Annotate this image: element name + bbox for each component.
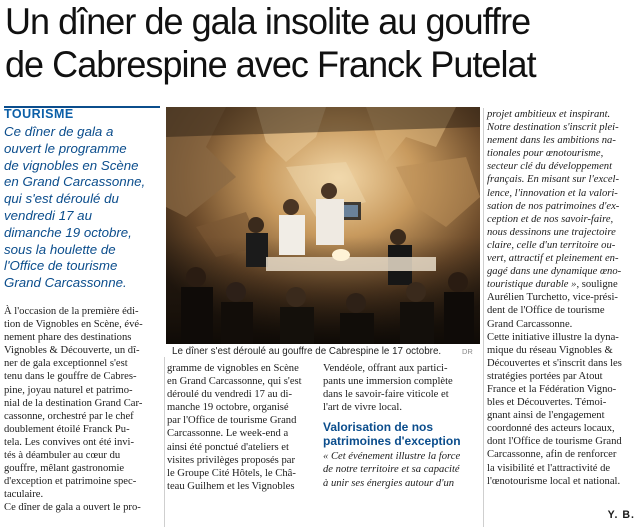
body-line: bles et Découvertes. Témoi- <box>487 397 607 409</box>
body-line: le Groupe Cité Hôtels, le Châ- <box>167 467 296 479</box>
headline <box>5 0 612 86</box>
body-line: mique du réseau Vignobles & <box>487 344 613 356</box>
headline-line-2: de Cabrespine avec Franck Putelat <box>5 43 536 85</box>
body-line: l'art de vivre local. <box>323 402 402 414</box>
body-line: dont l'Office de tourisme Grand <box>487 436 622 448</box>
body-line: coordonné des acteurs locaux, <box>487 423 615 435</box>
subheading-line-1: Valorisation de nos <box>323 420 434 435</box>
body-column-2 <box>167 362 319 493</box>
body-line: dent de l'Office de tourisme <box>487 305 605 317</box>
lead-line: ouvert le programme <box>4 140 127 156</box>
lead-line: en Grand Carcassonne, <box>4 174 146 190</box>
quote-line: nous dessinons une trajectoire <box>487 226 616 238</box>
body-line: ner de gala exceptionnel s'est <box>4 358 128 370</box>
body-line: nement phare des destinations <box>4 332 132 344</box>
quote-text: touristique durable » <box>487 279 577 291</box>
body-line: nial de la destination Grand Car- <box>4 397 143 409</box>
body-line: taculaire. <box>4 489 44 501</box>
quote-line: secteur clé du développement <box>487 161 613 173</box>
attribution-text: , souligne <box>576 279 618 291</box>
body-line: Carcassonne. Le week-end a <box>167 428 289 440</box>
body-line: gouffre, mêlant gastronomie <box>4 463 125 475</box>
quote-line: Notre destination s'inscrit plei- <box>487 122 619 134</box>
cave-dinner-photo <box>166 107 480 344</box>
body-column-1 <box>4 305 164 515</box>
body-line: l'œnotourisme local et national. <box>487 475 621 487</box>
lead-line: l'Office de tourisme <box>4 258 118 274</box>
body-line: manche 19 octobre, organisé <box>167 402 289 414</box>
quote-line: nement dans les ambitions na- <box>487 135 616 147</box>
body-line: pants une immersion complète <box>323 376 453 388</box>
body-line: Ce dîner de gala a ouvert le pro- <box>4 502 141 514</box>
body-line: tés à déambuler au cœur du <box>4 450 121 462</box>
quote-line: vert, attractif et pleinement en- <box>487 253 619 265</box>
body-line: Carcassonne, afin de renforcer <box>487 449 617 461</box>
article-photo <box>166 107 480 344</box>
quote-line: claire, celle d'un territoire ou- <box>487 239 616 251</box>
column-rule <box>164 357 165 527</box>
body-line: déroulé du vendredi 17 au di- <box>167 389 293 401</box>
body-line: dans le savoir-faire viticole et <box>323 389 449 401</box>
body-line: France et la Fédération Vigno- <box>487 383 617 395</box>
body-line: en Grand Carcassonne, qui s'est <box>167 376 302 388</box>
lead-line: Ce dîner de gala a <box>4 124 114 139</box>
lead-paragraph <box>4 124 162 292</box>
body-line: Vignobles & Découverte, un dî- <box>4 345 140 357</box>
body-line: À l'occasion de la première édi- <box>4 306 139 317</box>
body-column-4 <box>487 108 637 488</box>
body-line: Découvertes et s'inscrit dans les <box>487 357 622 369</box>
body-column-3 <box>323 362 476 490</box>
body-line: gnant ainsi de l'engagement <box>487 410 605 422</box>
quote-line: de notre territoire et sa capacité <box>323 464 460 476</box>
body-line: stratégies portées par Atout <box>487 370 603 382</box>
body-line: Aurélien Turchetto, vice-prési- <box>487 292 618 304</box>
lead-line: dimanche 19 octobre, <box>4 224 132 240</box>
body-line: Grand Carcassonne. <box>487 318 573 330</box>
body-line: la visibilité et l'attractivité de <box>487 462 611 474</box>
quote-line: français. En misant sur l'excel- <box>487 174 620 186</box>
headline-line-1: Un dîner de gala insolite au gouffre <box>5 0 531 42</box>
column-rule <box>483 108 484 527</box>
rubric-label: TOURISME <box>4 107 74 121</box>
body-line: Cette initiative illustre la dyna- <box>487 331 619 343</box>
photo-caption: Le dîner s'est déroulé au gouffre de Cabrespine le 17 octobre. <box>172 346 442 357</box>
author-signature: Y. B. <box>607 509 635 521</box>
lead-line: sous la houlette de <box>4 241 116 257</box>
lead-line: qui s'est déroulé du <box>4 191 119 207</box>
quote-line: « Cet événement illustre la force <box>323 451 461 463</box>
body-line: doublement étoilé Franck Pu- <box>4 423 130 435</box>
quote-line: lence, l'innovation et la valori- <box>487 187 618 199</box>
subheading-line-2: patrimoines d'exception <box>323 434 461 449</box>
body-line: Vendéole, offrant aux partici- <box>323 363 448 374</box>
body-line: teau Guilhem et les Vignobles <box>167 480 295 492</box>
quote-line: ception et de nos savoir-faire, <box>487 213 614 225</box>
quote-line: projet ambitieux et inspirant. <box>487 109 611 120</box>
body-line: tion de Vignobles en Scène, évé- <box>4 319 143 331</box>
quote-line: à unir ses énergies autour d'un <box>323 477 455 489</box>
photo-credit: DR <box>462 347 473 356</box>
quote-line: tionales pour œnotourisme, <box>487 148 604 160</box>
quote-line <box>487 278 637 291</box>
lead-line: de vignobles en Scène <box>4 157 139 173</box>
lead-line: vendredi 17 au <box>4 207 92 223</box>
body-line: d'exception et patrimoine spec- <box>4 476 137 488</box>
body-line: visites privilèges proposés par <box>167 454 295 466</box>
body-line: tela. Les convives ont été invi- <box>4 436 135 448</box>
body-line: ainsi été ponctué d'ateliers et <box>167 441 289 453</box>
body-line: pine, joyau naturel et patrimo- <box>4 384 133 396</box>
body-line: gramme de vignobles en Scène <box>167 363 299 374</box>
quote-line: sation de nos patrimoines d'ex- <box>487 200 620 212</box>
lead-line: Grand Carcassonne. <box>4 275 127 291</box>
body-line: cassonne, orchestré par le chef <box>4 410 134 422</box>
body-line: par l'Office de tourisme Grand <box>167 415 297 427</box>
quote-line: gagé dans une dynamique œno- <box>487 266 622 278</box>
body-line: tenu dans le gouffre de Cabres- <box>4 371 137 383</box>
